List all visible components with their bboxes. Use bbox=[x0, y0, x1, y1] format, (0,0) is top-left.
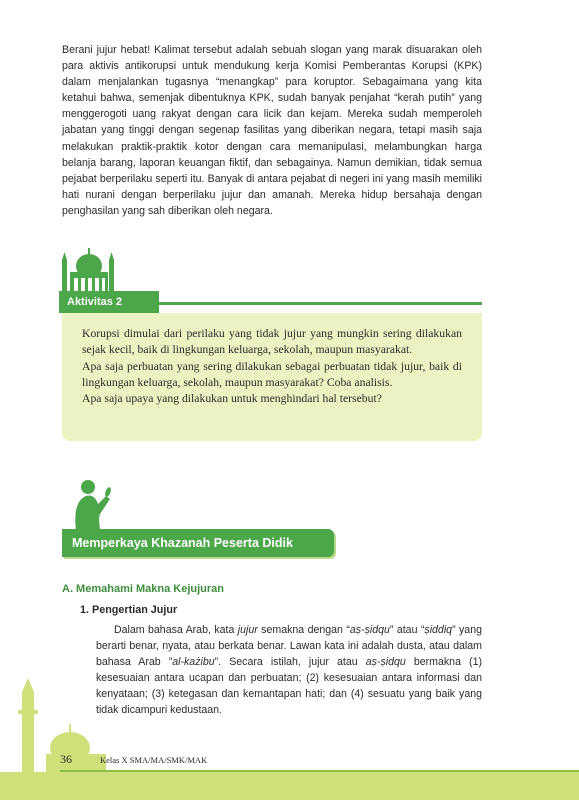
enrichment-banner: Memperkaya Khazanah Peserta Didik bbox=[62, 529, 334, 557]
text-run: ”. Secara istilah, jujur atau bbox=[214, 655, 366, 668]
italic-term: aṣ-ṣidqu bbox=[349, 624, 390, 636]
page-number: 36 bbox=[60, 752, 72, 766]
subsection-heading: 1. Pengertian Jujur bbox=[80, 604, 178, 616]
activity-text bbox=[82, 326, 462, 407]
italic-term: jujur bbox=[237, 624, 258, 636]
text-run: Dalam bahasa Arab, kata bbox=[114, 624, 238, 636]
footer-line bbox=[60, 770, 579, 772]
activity-line: Apa saja upaya yang dilakukan untuk menghindari hal tersebut? bbox=[82, 392, 382, 406]
book-title: Kelas X SMA/MA/SMK/MAK bbox=[100, 755, 208, 765]
italic-term: ṣiddiq bbox=[424, 624, 453, 636]
intro-paragraph: Berani jujur hebat! Kalimat tersebut adalah sebuah slogan yang marak disuarakan oleh para aktivis antikorupsi untuk mendukung kerja Komisi Pemberantas Korupsi (KPK) dalam menjalankan tugasnya “menangkap” para koruptor. Sebagaimana yang kita ketahui bahwa, semenjak dibentuknya KPK, sudah banyak penjahat “kerah putih” yang menggerogoti uang rakyat dengan cara licik dan kejam. Mereka sudah memperoleh jabatan yang tinggi dengan segenap fasilitas yang diberikan negara, tetapi masih saja melakukan praktik-praktik kotor dengan cara memanipulasi, melambungkan harga belanja barang, laporan keuangan fiktif, dan sebagainya. Namun demikian, tidak semua pejabat berperilaku seperti itu. Banyak di antara pejabat di negeri ini yang masih memiliki hati nurani dengan berperilaku jujur dan amanah. Mereka hidup bersahaja dengan penghasilan yang sah diberikan oleh negara. bbox=[62, 44, 482, 217]
praying-person-icon bbox=[70, 478, 114, 530]
text-run: semakna dengan “ bbox=[257, 624, 350, 636]
activity-line: Korupsi dimulai dari perilaku yang tidak jujur yang mungkin sering dilakukan sejak kecil, baik di lingkungan keluarga, sekolah, maupun masyarakat. bbox=[82, 327, 462, 357]
italic-term: aṣ-ṣidqu bbox=[365, 655, 406, 668]
italic-term: al-każibu bbox=[172, 655, 215, 668]
mosque-icon bbox=[58, 246, 120, 292]
activity-divider bbox=[150, 302, 482, 305]
text-run: ” atau “ bbox=[389, 624, 425, 636]
footer-bar bbox=[0, 772, 579, 800]
activity-line: Apa saja perbuatan yang sering dilakukan sebagai perbuatan tidak jujur, baik di lingkungan keluarga, sekolah, maupun masyarakat? Coba analisis. bbox=[82, 359, 462, 389]
activity-label: Aktivitas 2 bbox=[59, 291, 159, 313]
text-run: bermakna (1) kesesuaian antara ucapan dan perbuatan; (2) kesesuaian antara informasi dan kenyataan; (3) ketegasan dan kemantapan hati; dan (4) sesuatu yang baik yang tidak dicampuri kedustaan. bbox=[96, 655, 482, 716]
definition-paragraph bbox=[96, 623, 482, 718]
text-run: ” yang berarti benar, nyata, atau berkata benar. Lawan kata ini adalah dusta, atau dalam bahasa Arab ” bbox=[96, 624, 482, 668]
section-heading: A. Memahami Makna Kejujuran bbox=[62, 583, 224, 595]
